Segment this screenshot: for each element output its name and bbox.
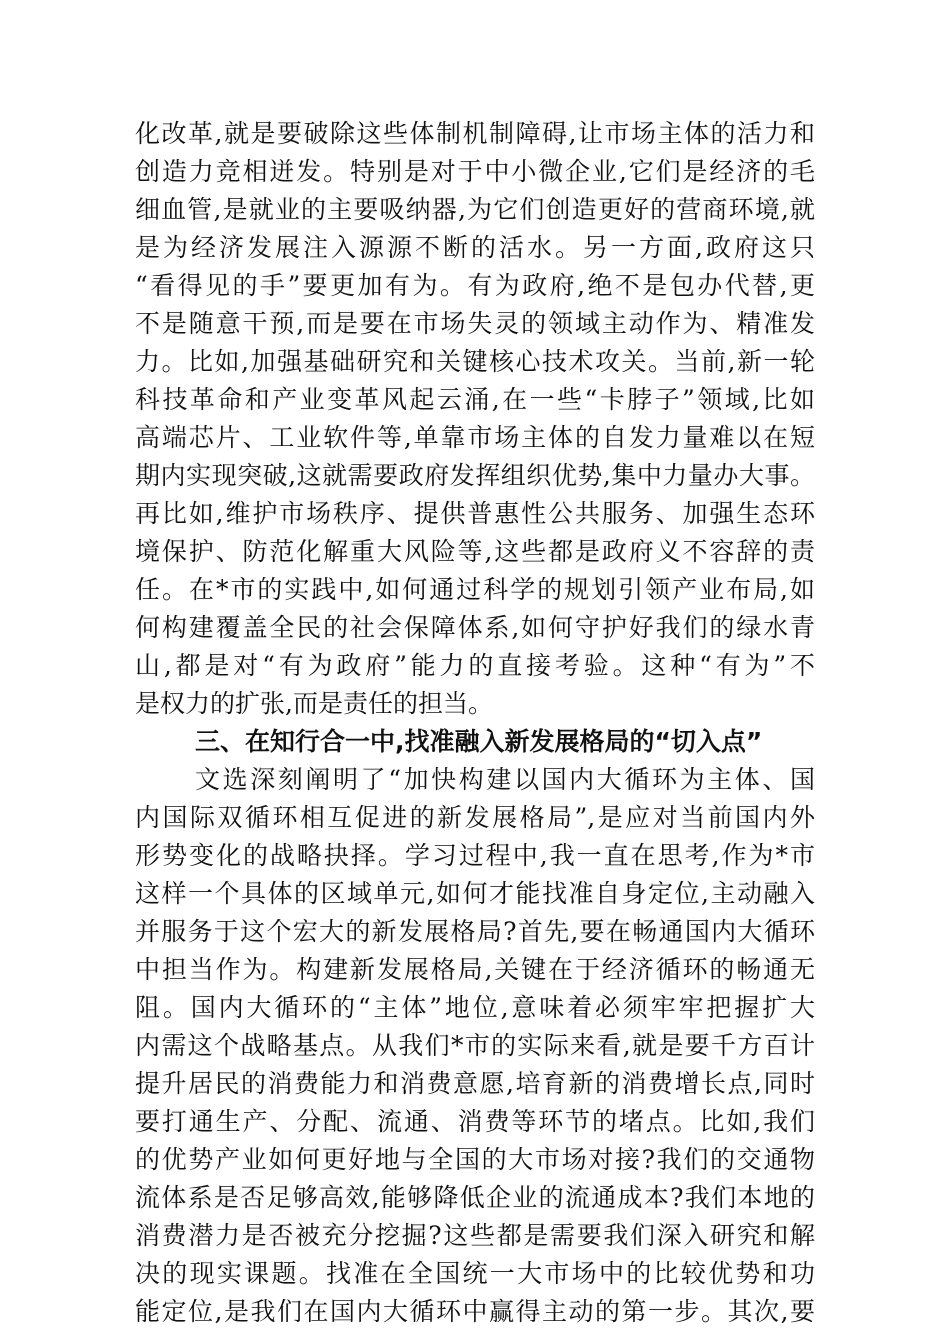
- paragraph-line: 阻。国内大循环的“主体”地位,意味着必须牢牢把握扩大: [135, 993, 815, 1022]
- paragraph-line: 是权力的扩张,而是责任的担当。: [135, 689, 493, 718]
- paragraph-line: 何构建覆盖全民的社会保障体系,如何守护好我们的绿水青: [135, 613, 815, 642]
- paragraph-line: 细血管,是就业的主要吸纳器,为它们创造更好的营商环境,就: [135, 195, 815, 224]
- paragraph-line: 能定位,是我们在国内大循环中赢得主动的第一步。其次,要: [135, 1297, 815, 1326]
- section-heading: 三、在知行合一中,找准融入新发展格局的“切入点”: [195, 727, 763, 756]
- paragraph-line: 消费潜力是否被充分挖掘?这些都是需要我们深入研究和解: [135, 1221, 815, 1250]
- paragraph-line: 形势变化的战略抉择。学习过程中,我一直在思考,作为*市: [135, 841, 815, 870]
- paragraph-line: 内需这个战略基点。从我们*市的实际来看,就是要千方百计: [135, 1031, 815, 1060]
- paragraph-line: 期内实现突破,这就需要政府发挥组织优势,集中力量办大事。: [135, 461, 815, 490]
- paragraph-line: 的优势产业如何更好地与全国的大市场对接?我们的交通物: [135, 1145, 815, 1174]
- paragraph-line: 是为经济发展注入源源不断的活水。另一方面,政府这只: [135, 233, 815, 262]
- paragraph-line: 境保护、防范化解重大风险等,这些都是政府义不容辞的责: [135, 537, 815, 566]
- paragraph-line: “看得见的手”要更加有为。有为政府,绝不是包办代替,更: [135, 271, 815, 300]
- paragraph-line: 并服务于这个宏大的新发展格局?首先,要在畅通国内大循环: [135, 917, 815, 946]
- paragraph-line: 这样一个具体的区域单元,如何才能找准自身定位,主动融入: [135, 879, 815, 908]
- paragraph-line: 化改革,就是要破除这些体制机制障碍,让市场主体的活力和: [135, 119, 815, 148]
- paragraph-line: 力。比如,加强基础研究和关键核心技术攻关。当前,新一轮: [135, 347, 815, 376]
- paragraph-line: 流体系是否足够高效,能够降低企业的流通成本?我们本地的: [135, 1183, 815, 1212]
- paragraph-line: 内国际双循环相互促进的新发展格局”,是应对当前国内外: [135, 803, 815, 832]
- paragraph-line: 山,都是对“有为政府”能力的直接考验。这种“有为”不: [135, 651, 815, 680]
- paragraph-line: 不是随意干预,而是要在市场失灵的领域主动作为、精准发: [135, 309, 815, 338]
- paragraph-line: 再比如,维护市场秩序、提供普惠性公共服务、加强生态环: [135, 499, 815, 528]
- paragraph-line: 科技革命和产业变革风起云涌,在一些“卡脖子”领域,比如: [135, 385, 815, 414]
- paragraph-line: 中担当作为。构建新发展格局,关键在于经济循环的畅通无: [135, 955, 815, 984]
- paragraph-line: 决的现实课题。找准在全国统一大市场中的比较优势和功: [135, 1259, 815, 1288]
- paragraph-line: 创造力竞相迸发。特别是对于中小微企业,它们是经济的毛: [135, 157, 815, 186]
- paragraph-line: 文选深刻阐明了“加快构建以国内大循环为主体、国: [195, 765, 815, 794]
- paragraph-line: 要打通生产、分配、流通、消费等环节的堵点。比如,我们: [135, 1107, 815, 1136]
- paragraph-line: 提升居民的消费能力和消费意愿,培育新的消费增长点,同时: [135, 1069, 815, 1098]
- paragraph-line: 高端芯片、工业软件等,单靠市场主体的自发力量难以在短: [135, 423, 815, 452]
- paragraph-line: 任。在*市的实践中,如何通过科学的规划引领产业布局,如: [135, 575, 815, 604]
